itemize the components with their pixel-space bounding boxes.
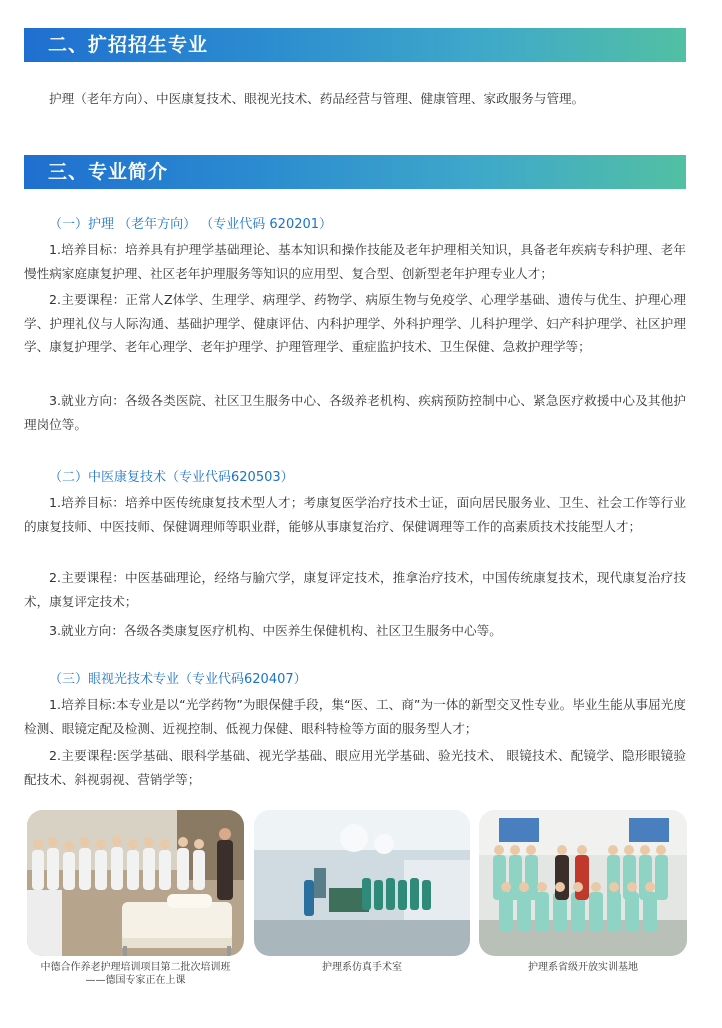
section2-banner xyxy=(24,28,686,62)
photo-nursing-training-class-image xyxy=(27,810,244,956)
tcm-career: 3.就业方向：各级各类康复医疗机构、中医养生保健机构、社区卫生服务中心等。 xyxy=(49,623,502,638)
optometry-heading: （三）眼视光技术专业（专业代码620407） xyxy=(49,672,307,687)
tcm-goal: 1.培养目标：培养中医传统康复技术型人才；考康复医学治疗技术士证，面向居民服务业、卫生、社会工作等行业的康复技师、中医技师、保健调理师等职业群，能够从事康复治疗、保健调理等工作的高素质技术技能型人才； xyxy=(24,495,686,534)
photo1-caption xyxy=(17,961,254,987)
photo-provincial-training-base-image xyxy=(479,810,687,956)
photo-provincial-training-base xyxy=(479,810,687,956)
photo1-caption-line2: ——德国专家正在上课 xyxy=(85,975,186,986)
photo1-caption-line1: 中德合作养老护理培训项目第二批次培训班 xyxy=(40,962,231,973)
section3-banner xyxy=(24,155,686,189)
majors-list: 护理（老年方向）、中医康复技术、眼视光技术、药品经营与管理、健康管理、家政服务与管理。 xyxy=(49,91,585,106)
photo2-caption xyxy=(254,961,470,974)
photo-simulated-surgery-room xyxy=(254,810,470,956)
nursing-goal: 1.培养目标：培养具有护理学基础理论、基本知识和操作技能及老年护理相关知识，具备老年疾病专科护理、老年慢性病家庭康复护理、社区老年护理服务等知识的应用型、复合型、创新型老年护理专业人才； xyxy=(24,242,686,281)
photo2-caption-line1: 护理系仿真手术室 xyxy=(322,962,402,973)
photo-nursing-training-class xyxy=(27,810,244,956)
photo-simulated-surgery-room-image xyxy=(254,810,470,956)
tcm-heading: （二）中医康复技术（专业代码620503） xyxy=(49,470,294,485)
nursing-courses: 2.主要课程：正常人Z体学、生理学、病理学、药物学、病原生物与免疫学、心理学基础、遗传与优生、护理心理学、护理礼仪与人际沟通、基础护理学、健康评估、内科护理学、外科护理学、儿科护理学、妇产科护理学、社区护理学、康复护理学、老年心理学、老年护理学、护理管理学、重症监护技术、卫生保健、急救护理学等； xyxy=(24,292,686,354)
photo3-caption-line1: 护理系省级开放实训基地 xyxy=(528,962,638,973)
section2-title: 二、扩招招生专业 xyxy=(48,34,209,56)
tcm-courses: 2.主要课程：中医基础理论，经络与腧穴学，康复评定技术，推拿治疗技术，中国传统康复技术，现代康复治疗技术，康复评定技术； xyxy=(24,570,686,609)
nursing-career: 3.就业方向：各级各类医院、社区卫生服务中心、各级养老机构、疾病预防控制中心、紧急医疗救援中心及其他护理岗位等。 xyxy=(24,393,686,432)
nursing-heading: （一）护理 （老年方向） （专业代码 620201） xyxy=(49,217,333,232)
optometry-courses: 2.主要课程:医学基础、眼科学基础、视光学基础、眼应用光学基础、验光技术、 眼镜技术、配镜学、隐形眼镜验配技术、斜视弱视、营销学等； xyxy=(24,748,686,787)
optometry-goal: 1.培养目标:本专业是以“光学药物”为眼保健手段，集“医、工、商”为一体的新型交叉性专业。毕业生能从事屈光度检测、眼镜定配及检测、近视控制、低视力保健、眼科特检等方面的服务型人才； xyxy=(24,697,686,736)
photo3-caption xyxy=(479,961,687,974)
section3-title: 三、专业简介 xyxy=(48,161,169,183)
